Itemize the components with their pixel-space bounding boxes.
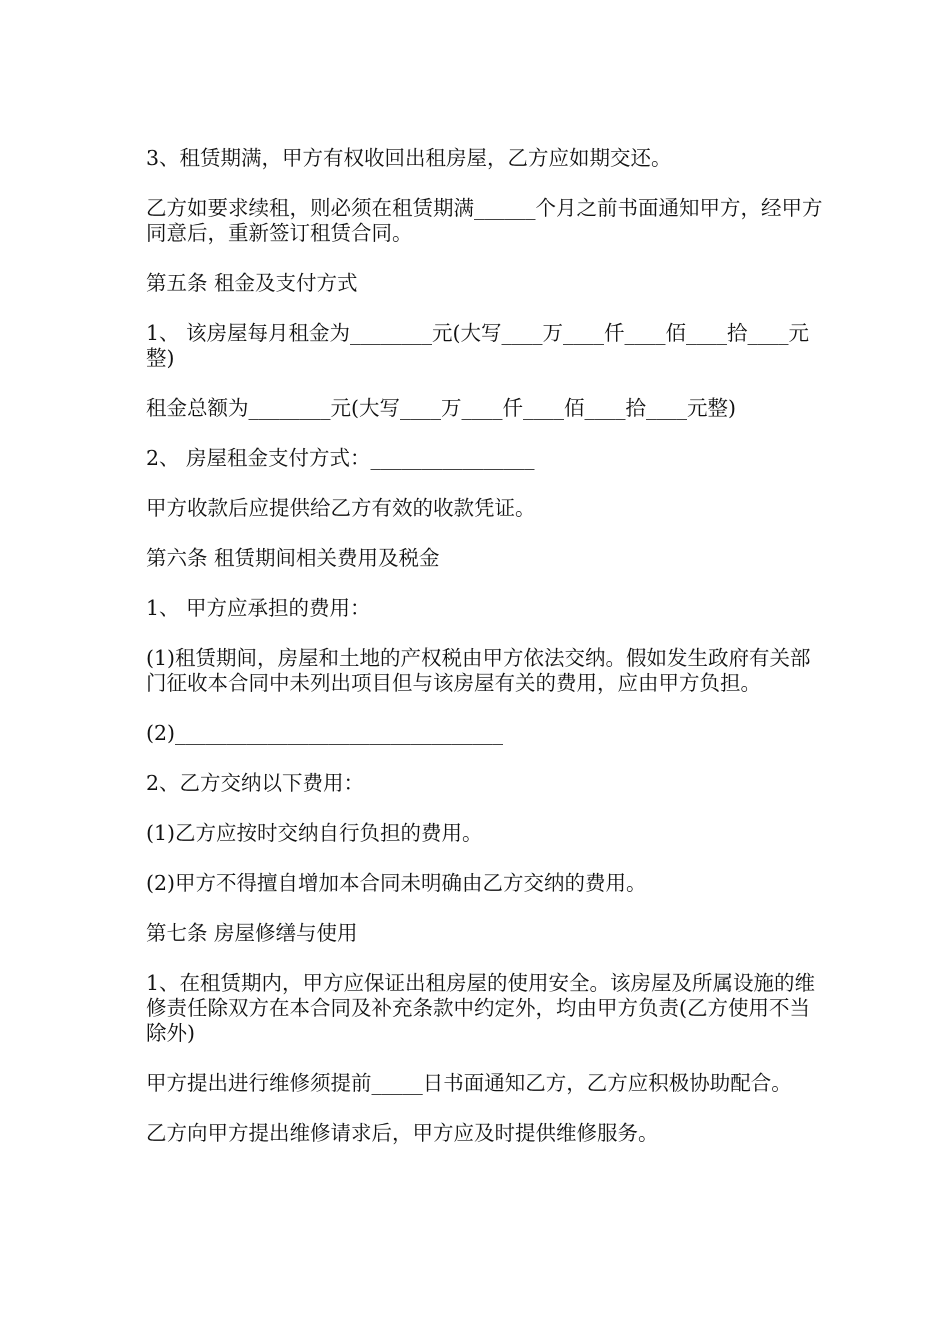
document-page <box>146 146 826 1171</box>
clause-party-b-costs: 2、乙方交纳以下费用： <box>146 771 365 795</box>
clause-total-rent: 租金总额为________元(大写____万____仟____佰____拾____元整) <box>146 396 736 420</box>
clause-monthly-rent: 1、 该房屋每月租金为________元(大写____万____仟____佰____拾____元整) <box>146 321 810 370</box>
clause-party-b-own-costs: (1)乙方应按时交纳自行负担的费用。 <box>146 821 483 845</box>
heading-article-7: 第七条 房屋修缮与使用 <box>146 921 358 945</box>
heading-article-5: 第五条 租金及支付方式 <box>146 271 358 295</box>
clause-lease-expiry-return: 3、租赁期满，甲方有权收回出租房屋，乙方应如期交还。 <box>146 146 672 170</box>
clause-maintenance-notice: 甲方提出进行维修须提前_____日书面通知乙方，乙方应积极协助配合。 <box>146 1071 792 1095</box>
clause-renewal-notice: 乙方如要求续租，则必须在租赁期满______个月之前书面通知甲方，经甲方同意后，重新签订租赁合同。 <box>146 196 823 245</box>
clause-party-a-other-cost: (2)________________________________ <box>146 721 504 745</box>
heading-article-6: 第六条 租赁期间相关费用及税金 <box>146 546 440 570</box>
clause-no-extra-fees: (2)甲方不得擅自增加本合同未明确由乙方交纳的费用。 <box>146 871 647 895</box>
clause-party-a-costs: 1、 甲方应承担的费用： <box>146 596 371 620</box>
clause-maintenance-request: 乙方向甲方提出维修请求后，甲方应及时提供维修服务。 <box>146 1121 659 1145</box>
clause-maintenance-responsibility: 1、在租赁期内，甲方应保证出租房屋的使用安全。该房屋及所属设施的维修责任除双方在本合同及补充条款中约定外，均由甲方负责(乙方使用不当除外) <box>146 971 816 1045</box>
clause-payment-method: 2、 房屋租金支付方式：________________ <box>146 446 535 470</box>
clause-property-tax: (1)租赁期间，房屋和土地的产权税由甲方依法交纳。假如发生政府有关部门征收本合同中未列出项目但与该房屋有关的费用，应由甲方负担。 <box>146 646 811 695</box>
clause-payment-receipt: 甲方收款后应提供给乙方有效的收款凭证。 <box>146 496 536 520</box>
